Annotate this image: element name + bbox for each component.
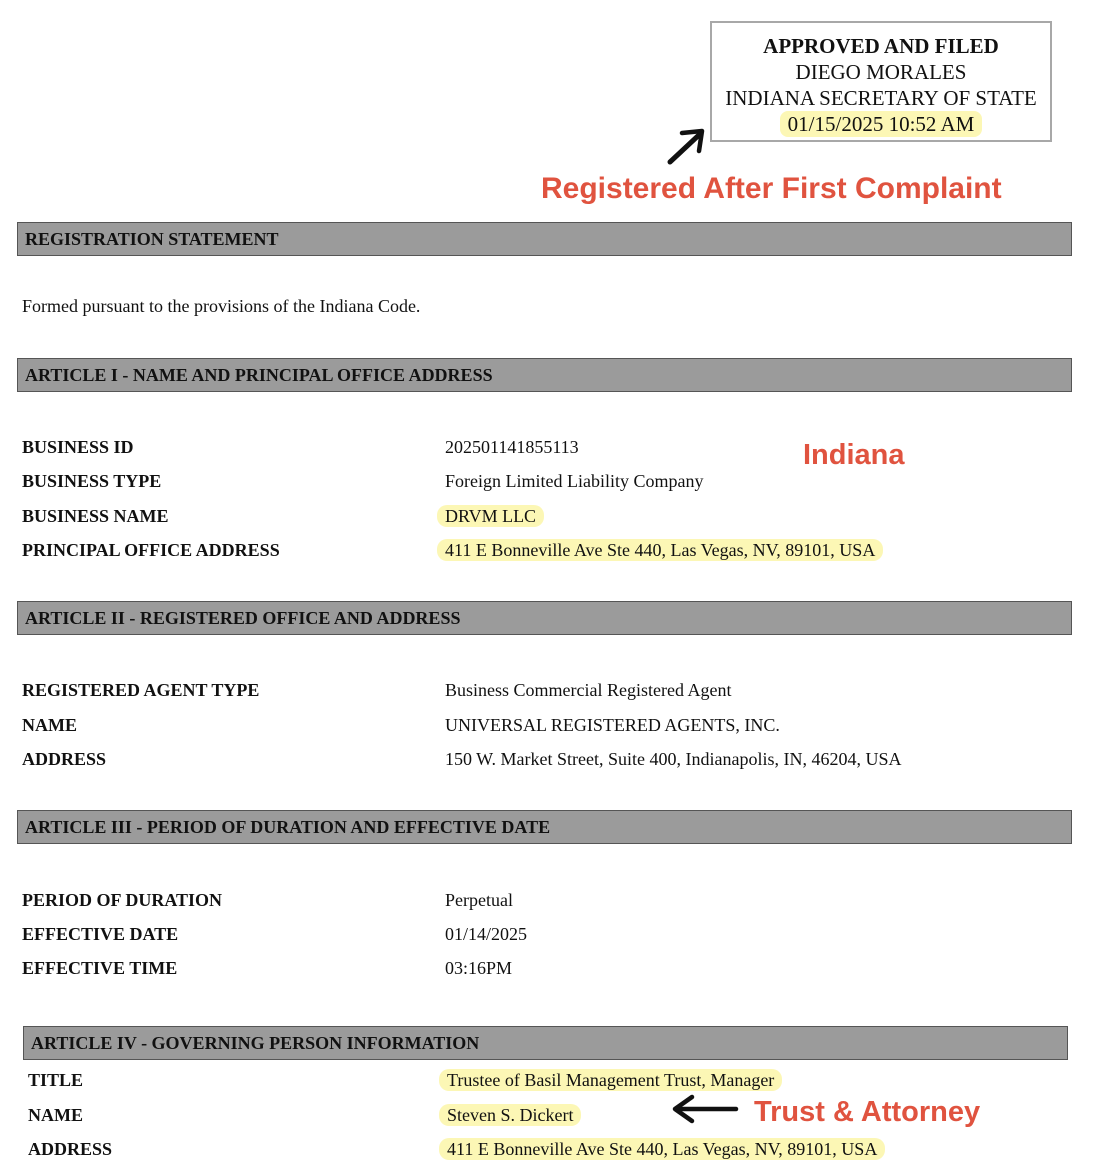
business-type-value: Foreign Limited Liability Company (445, 471, 704, 491)
governor-address-label: ADDRESS (28, 1139, 113, 1159)
registration-header: REGISTRATION STATEMENT (17, 222, 1072, 256)
business-id-value: 202501141855113 (445, 437, 579, 457)
agent-address-value: 150 W. Market Street, Suite 400, Indianapolis, IN, 46204, USA (445, 749, 902, 769)
duration-value: Perpetual (445, 890, 513, 910)
article-2-header: ARTICLE II - REGISTERED OFFICE AND ADDRESS (17, 601, 1072, 635)
duration-label: PERIOD OF DURATION (22, 890, 223, 910)
business-name-value: DRVM LLC (437, 505, 544, 527)
up-right-arrow-icon (664, 126, 710, 168)
business-id-label: BUSINESS ID (22, 437, 134, 457)
annotation-indiana: Indiana (803, 439, 905, 471)
registration-intro: Formed pursuant to the provisions of the Indiana Code. (22, 296, 421, 316)
principal-office-label: PRINCIPAL OFFICE ADDRESS (22, 540, 280, 560)
effective-date-value: 01/14/2025 (445, 924, 528, 944)
annotation-registered-after: Registered After First Complaint (541, 172, 1002, 205)
agent-type-label: REGISTERED AGENT TYPE (22, 680, 260, 700)
stamp-office: INDIANA SECRETARY OF STATE (725, 86, 1037, 110)
business-type-label: BUSINESS TYPE (22, 471, 162, 491)
annotation-trust-attorney: Trust & Attorney (754, 1096, 981, 1128)
governor-name-label: NAME (28, 1105, 83, 1125)
effective-time-value: 03:16PM (445, 958, 513, 978)
stamp-official: DIEGO MORALES (795, 60, 967, 84)
business-name-label: BUSINESS NAME (22, 506, 169, 526)
governor-address-value: 411 E Bonneville Ave Ste 440, Las Vegas, NV, 89101, USA (439, 1138, 885, 1160)
agent-name-value: UNIVERSAL REGISTERED AGENTS, INC. (445, 715, 780, 735)
governor-name-value: Steven S. Dickert (439, 1104, 581, 1126)
effective-time-label: EFFECTIVE TIME (22, 958, 178, 978)
governor-title-value: Trustee of Basil Management Trust, Manager (439, 1069, 782, 1091)
effective-date-label: EFFECTIVE DATE (22, 924, 179, 944)
agent-address-label: ADDRESS (22, 749, 107, 769)
agent-type-value: Business Commercial Registered Agent (445, 680, 732, 700)
article-1-header: ARTICLE I - NAME AND PRINCIPAL OFFICE ADDRESS (17, 358, 1072, 392)
article-4-header: ARTICLE IV - GOVERNING PERSON INFORMATION (23, 1026, 1068, 1060)
stamp-datetime: 01/15/2025 10:52 AM (780, 111, 983, 137)
agent-name-label: NAME (22, 715, 77, 735)
left-arrow-icon (670, 1094, 740, 1124)
filing-stamp (710, 21, 1052, 142)
principal-office-value: 411 E Bonneville Ave Ste 440, Las Vegas, NV, 89101, USA (437, 539, 883, 561)
stamp-title: APPROVED AND FILED (763, 34, 999, 58)
governor-title-label: TITLE (28, 1070, 84, 1090)
article-3-header: ARTICLE III - PERIOD OF DURATION AND EFFECTIVE DATE (17, 810, 1072, 844)
